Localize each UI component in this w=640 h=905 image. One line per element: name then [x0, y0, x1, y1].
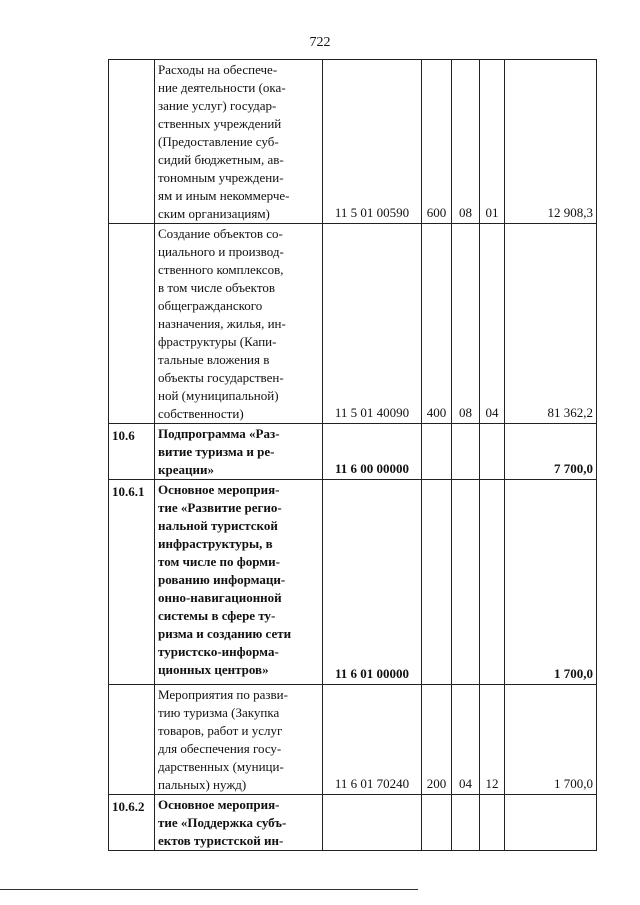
table-row: [109, 795, 597, 851]
row-name-line: Подпрограмма «Раз-: [158, 426, 280, 441]
subsection-code: 12: [480, 685, 505, 795]
row-name-line: инфраструктуры, в: [158, 536, 273, 551]
row-name-line: тие «Поддержка субъ-: [158, 815, 287, 830]
row-name-line: ственных учреждений: [158, 116, 282, 131]
expense-type: 600: [422, 60, 452, 224]
row-number: 10.6: [109, 424, 155, 480]
table-row: [109, 424, 597, 480]
row-name-line: дарственных (муници-: [158, 759, 284, 774]
row-number: 10.6.2: [109, 795, 155, 851]
row-name-line: нальной туристской: [158, 518, 278, 533]
subsection-code: [480, 795, 505, 851]
expense-type: [422, 480, 452, 685]
footer-divider: [0, 889, 418, 890]
row-name-line: ной (муниципальной): [158, 388, 279, 403]
row-name-line: тальные вложения в: [158, 352, 270, 367]
row-name-line: ским организациям): [158, 206, 270, 221]
row-number: 10.6.1: [109, 480, 155, 685]
row-name: [155, 424, 323, 480]
row-name: [155, 795, 323, 851]
row-name-line: сидий бюджетным, ав-: [158, 152, 284, 167]
row-name-line: объекты государствен-: [158, 370, 284, 385]
subsection-code: 04: [480, 224, 505, 424]
row-name-line: системы в сфере ту-: [158, 608, 276, 623]
target-code: 11 6 01 00000: [323, 480, 422, 685]
section-code: 04: [452, 685, 480, 795]
row-name: [155, 480, 323, 685]
row-name-line: том числе по форми-: [158, 554, 280, 569]
amount: 1 700,0: [505, 685, 597, 795]
row-name-line: (Предоставление суб-: [158, 134, 279, 149]
row-name-line: Основное мероприя-: [158, 797, 280, 812]
row-name-line: ризма и созданию сети: [158, 626, 292, 641]
section-code: [452, 795, 480, 851]
expense-type: [422, 424, 452, 480]
row-name-line: рованию информаци-: [158, 572, 286, 587]
table-row: [109, 60, 597, 224]
row-number: [109, 685, 155, 795]
row-name-line: фраструктуры (Капи-: [158, 334, 277, 349]
row-name-line: зание услуг) государ-: [158, 98, 277, 113]
row-name-line: туристско-информа-: [158, 644, 279, 659]
table-row: [109, 480, 597, 685]
row-name-line: ционных центров»: [158, 662, 269, 677]
row-name-line: общегражданского: [158, 298, 263, 313]
amount: [505, 795, 597, 851]
row-name-line: тономным учреждени-: [158, 170, 284, 185]
section-code: 08: [452, 60, 480, 224]
page-number: 722: [309, 35, 331, 50]
target-code: 11 5 01 40090: [323, 224, 422, 424]
row-name-line: креации»: [158, 462, 214, 477]
row-number: [109, 60, 155, 224]
row-name-line: назначения, жилья, ин-: [158, 316, 286, 331]
row-name-line: Расходы на обеспече-: [158, 62, 278, 77]
table-row: [109, 685, 597, 795]
row-name-line: Основное мероприя-: [158, 482, 280, 497]
target-code: 11 6 01 70240: [323, 685, 422, 795]
row-name: [155, 60, 323, 224]
budget-table: [108, 59, 597, 851]
row-name-line: тие «Развитие регио-: [158, 500, 282, 515]
row-name-line: ственного комплексов,: [158, 262, 284, 277]
row-name-line: витие туризма и ре-: [158, 444, 275, 459]
row-name-line: товаров, работ и услуг: [158, 723, 283, 738]
subsection-code: 01: [480, 60, 505, 224]
row-name: [155, 685, 323, 795]
row-name-line: ние деятельности (ока-: [158, 80, 286, 95]
row-name-line: для обеспечения госу-: [158, 741, 282, 756]
subsection-code: [480, 424, 505, 480]
target-code: 11 5 01 00590: [323, 60, 422, 224]
amount: 12 908,3: [505, 60, 597, 224]
row-name-line: собственности): [158, 406, 244, 421]
table-row: [109, 224, 597, 424]
target-code: [323, 795, 422, 851]
row-name-line: ектов туристской ин-: [158, 833, 284, 848]
amount: 7 700,0: [505, 424, 597, 480]
amount: 1 700,0: [505, 480, 597, 685]
row-name-line: пальных) нужд): [158, 777, 247, 792]
target-code: 11 6 00 00000: [323, 424, 422, 480]
row-name-line: онно-навигационной: [158, 590, 282, 605]
row-name-line: Мероприятия по разви-: [158, 687, 288, 702]
row-number: [109, 224, 155, 424]
row-name-line: в том числе объектов: [158, 280, 275, 295]
expense-type: 200: [422, 685, 452, 795]
section-code: [452, 424, 480, 480]
row-name-line: циального и производ-: [158, 244, 284, 259]
row-name-line: Создание объектов со-: [158, 226, 283, 241]
row-name: [155, 224, 323, 424]
subsection-code: [480, 480, 505, 685]
expense-type: 400: [422, 224, 452, 424]
expense-type: [422, 795, 452, 851]
row-name-line: тию туризма (Закупка: [158, 705, 280, 720]
section-code: 08: [452, 224, 480, 424]
section-code: [452, 480, 480, 685]
amount: 81 362,2: [505, 224, 597, 424]
row-name-line: ям и иным некоммерче-: [158, 188, 290, 203]
